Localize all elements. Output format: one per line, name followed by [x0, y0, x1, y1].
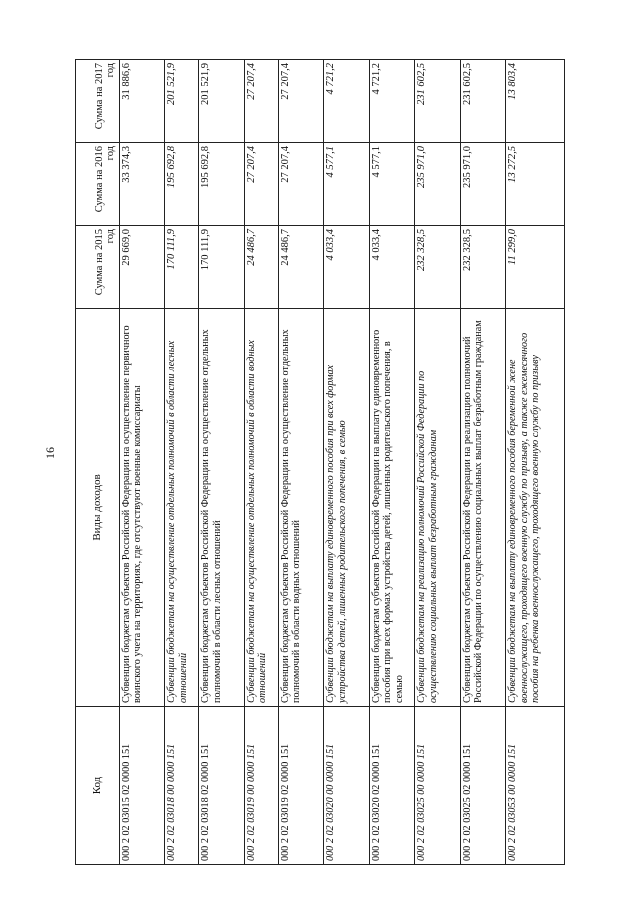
header-sum-2017: Сумма на 2017 год: [76, 60, 120, 143]
row-description: Субвенции бюджетам на осуществление отдельных полномочий в области водных отношений: [244, 309, 278, 707]
rotated-page-frame: [75, 60, 565, 865]
row-sum-2016: 235 971,0: [415, 143, 460, 226]
row-sum-2016: 33 374,3: [120, 143, 165, 226]
header-sum-2016: Сумма на 2016 год: [76, 143, 120, 226]
row-sum-2017: 201 521,9: [199, 60, 244, 143]
row-code: 000 2 02 03019 02 0000 151: [278, 707, 323, 865]
row-description: Субвенции бюджетам субъектов Российской Федерации на осуществление отдельных полномочий в области лесных отношений: [199, 309, 244, 707]
table-row: [460, 60, 505, 865]
row-sum-2015: 232 328,5: [415, 226, 460, 309]
row-code: 000 2 02 03018 02 0000 151: [199, 707, 244, 865]
row-code: 000 2 02 03018 00 0000 151: [165, 707, 199, 865]
row-sum-2017: 201 521,9: [165, 60, 199, 143]
row-code: 000 2 02 03020 00 0000 151: [324, 707, 369, 865]
row-code: 000 2 02 03020 02 0000 151: [369, 707, 414, 865]
header-code: Код: [76, 707, 120, 865]
row-code: 000 2 02 03025 00 0000 151: [415, 707, 460, 865]
row-sum-2016: 195 692,8: [165, 143, 199, 226]
row-sum-2017: 13 803,4: [506, 60, 565, 143]
row-description: Субвенции бюджетам субъектов Российской Федерации на реализацию полномочий Российской Федерации по осуществлению социальных выплат безработным гражданам: [460, 309, 505, 707]
table-row: [165, 60, 199, 865]
table-row: [120, 60, 165, 865]
row-code: 000 2 02 03025 02 0000 151: [460, 707, 505, 865]
row-sum-2015: 4 033,4: [324, 226, 369, 309]
row-description: Субвенции бюджетам на реализацию полномочий Российской Федерации по осуществлению социальных выплат безработным гражданам: [415, 309, 460, 707]
header-type: Виды доходов: [76, 309, 120, 707]
row-description: Субвенции бюджетам на выплату единовременного пособия беременной жене военнослужащего, проходящего военную службу по призыву, а также ежемесячного пособия на ребенка военнослужащего, проходящего военную службу по призыву: [506, 309, 565, 707]
table-row: [244, 60, 278, 865]
row-description: Субвенции бюджетам субъектов Российской Федерации на выплату единовременного пособия при всех формах устройства детей, лишенных родительского попечения, в семью: [369, 309, 414, 707]
row-sum-2016: 4 577,1: [369, 143, 414, 226]
table-row: [278, 60, 323, 865]
table-row: [415, 60, 460, 865]
row-sum-2016: 235 971,0: [460, 143, 505, 226]
row-sum-2017: 4 721,2: [369, 60, 414, 143]
table-header-row: [76, 60, 120, 865]
row-sum-2015: 170 111,9: [165, 226, 199, 309]
row-description: Субвенции бюджетам субъектов Российской Федерации на осуществление отдельных полномочий в области водных отношений: [278, 309, 323, 707]
header-sum-2015: Сумма на 2015 год: [76, 226, 120, 309]
row-sum-2015: 24 486,7: [244, 226, 278, 309]
row-sum-2016: 195 692,8: [199, 143, 244, 226]
row-description: Субвенции бюджетам субъектов Российской Федерации на осуществление первичного воинского учета на территориях, где отсутствуют военные комиссариаты: [120, 309, 165, 707]
row-sum-2017: 4 721,2: [324, 60, 369, 143]
table-row: [199, 60, 244, 865]
row-sum-2017: 27 207,4: [278, 60, 323, 143]
page-number: 16: [43, 447, 57, 459]
row-sum-2015: 11 299,0: [506, 226, 565, 309]
row-sum-2015: 29 669,0: [120, 226, 165, 309]
row-sum-2017: 231 602,5: [415, 60, 460, 143]
row-description: Субвенции бюджетам на осуществление отдельных полномочий в области лесных отношений: [165, 309, 199, 707]
row-sum-2017: 27 207,4: [244, 60, 278, 143]
row-code: 000 2 02 03019 00 0000 151: [244, 707, 278, 865]
row-sum-2015: 232 328,5: [460, 226, 505, 309]
table-row: [369, 60, 414, 865]
table-row: [324, 60, 369, 865]
row-sum-2017: 231 602,5: [460, 60, 505, 143]
table-body: [120, 60, 565, 865]
row-sum-2016: 4 577,1: [324, 143, 369, 226]
row-description: Субвенции бюджетам на выплату единовременного пособия при всех формах устройства детей, лишенных родительского попечения, в семью: [324, 309, 369, 707]
row-sum-2016: 27 207,4: [278, 143, 323, 226]
row-code: 000 2 02 03053 00 0000 151: [506, 707, 565, 865]
row-sum-2015: 4 033,4: [369, 226, 414, 309]
landscape-content: [75, 60, 565, 865]
row-code: 000 2 02 03015 02 0000 151: [120, 707, 165, 865]
row-sum-2016: 27 207,4: [244, 143, 278, 226]
row-sum-2015: 170 111,9: [199, 226, 244, 309]
row-sum-2017: 31 886,6: [120, 60, 165, 143]
table-row: [506, 60, 565, 865]
row-sum-2015: 24 486,7: [278, 226, 323, 309]
budget-revenue-table: [75, 59, 565, 865]
row-sum-2016: 13 272,5: [506, 143, 565, 226]
